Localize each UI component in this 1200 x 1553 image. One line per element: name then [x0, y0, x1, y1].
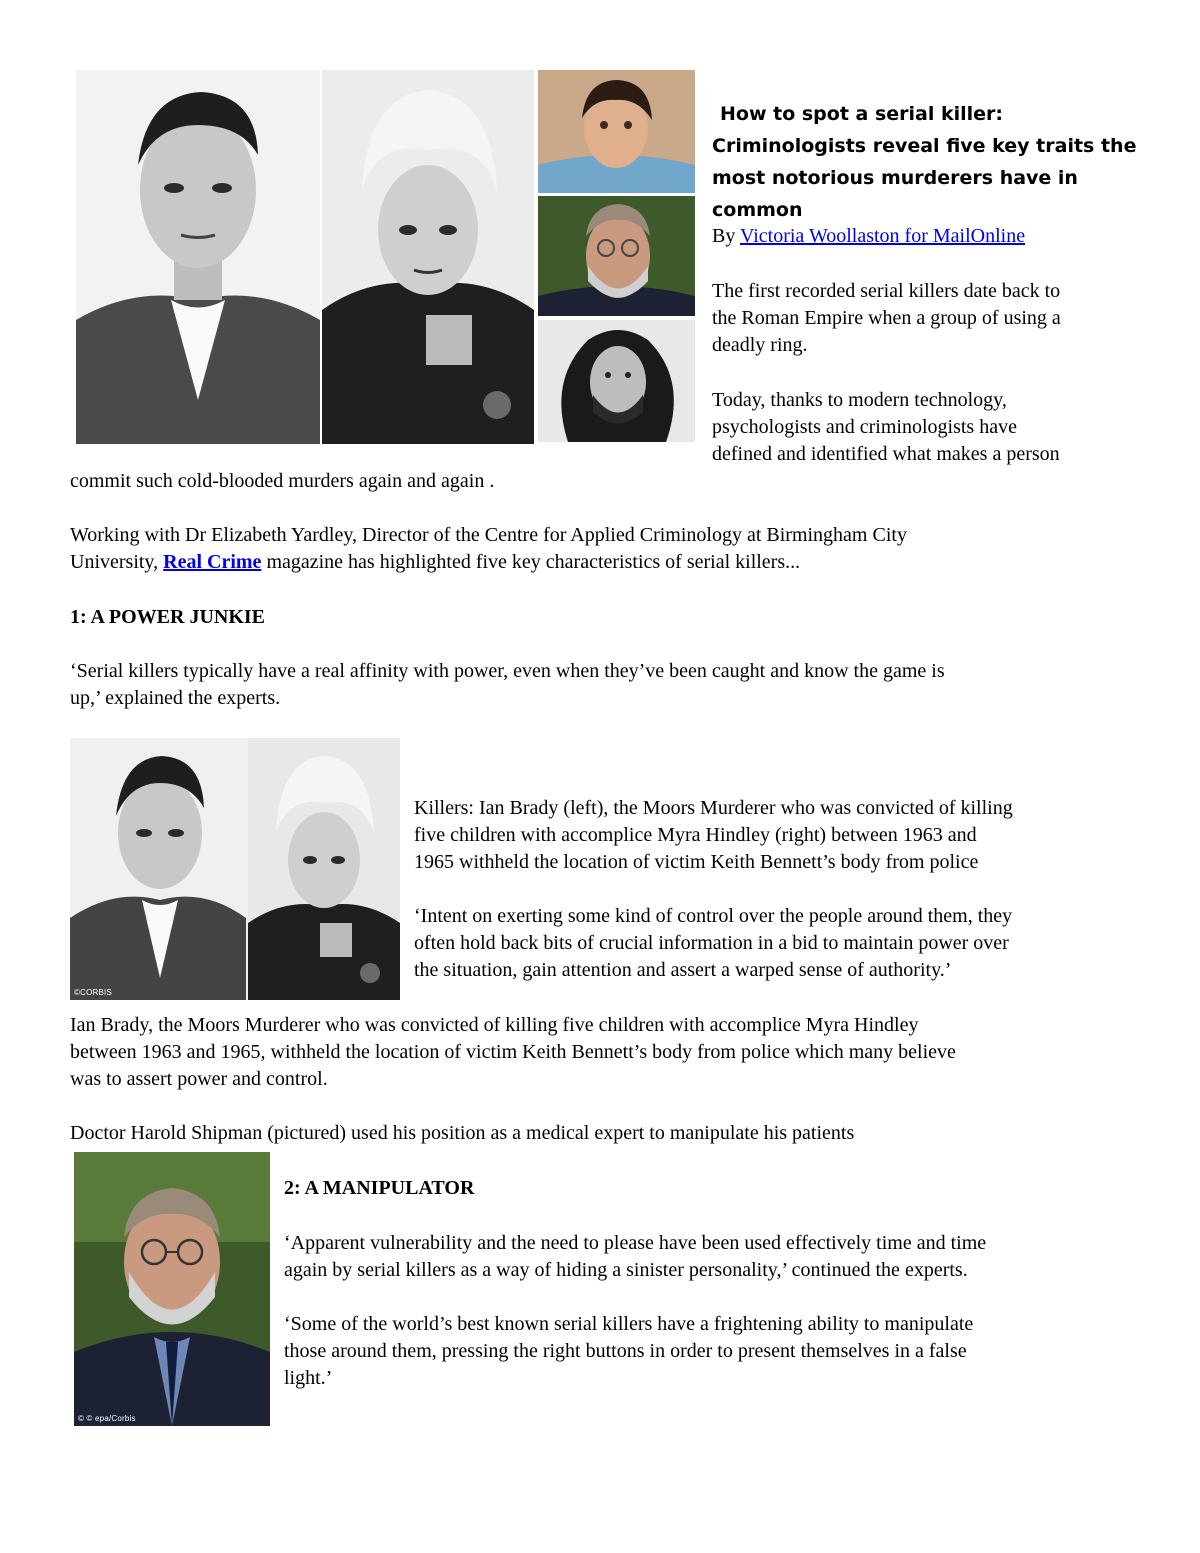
quote-control [414, 903, 1012, 984]
quote-line: often hold back bits of crucial information in a bid to maintain power over [414, 932, 1009, 954]
section2-quote1 [284, 1230, 986, 1284]
caption-brady-hindley [414, 795, 1013, 876]
headline [712, 98, 1152, 226]
caption-line: 1965 withheld the location of victim Keith Bennett’s body from police [414, 851, 979, 873]
caption-line: Killers: Ian Brady (left), the Moors Murderer who was convicted of killing [414, 797, 1013, 819]
quote-line: light.’ [284, 1367, 333, 1389]
photo-watermark: ©CORBIS [74, 988, 112, 997]
quote-line: ‘Intent on exerting some kind of control over the people around them, they [414, 905, 1013, 927]
intro-paragraph-2 [712, 387, 1060, 468]
quote-line: again by serial killers as a way of hiding a sinister personality,’ continued the experts. [284, 1259, 968, 1281]
headline-line: How to spot a serial killer: [720, 103, 1004, 125]
brady-line: between 1963 and 1965, withheld the location of victim Keith Bennett’s body from police which many believe [70, 1041, 956, 1063]
caption-line: five children with accomplice Myra Hindley (right) between 1963 and [414, 824, 977, 846]
photo-harold-shipman-top [538, 196, 695, 316]
photo-watermark: © © epa/Corbis [78, 1414, 136, 1423]
intro-line: deadly ring. [712, 334, 808, 356]
quote-line: those around them, pressing the right buttons in order to present themselves in a false [284, 1340, 967, 1362]
photo-harold-shipman [74, 1152, 270, 1426]
byline [712, 223, 1025, 250]
photo-brady-hindley [70, 738, 400, 1000]
intro-paragraph-2-continued: commit such cold-blooded murders again and again . [70, 470, 495, 492]
byline-author-link[interactable]: Victoria Woollaston for MailOnline [739, 225, 1026, 247]
intro-line: psychologists and criminologists have [712, 416, 1017, 438]
quote-line: ‘Some of the world’s best known serial killers have a frightening ability to manipulate [284, 1313, 974, 1335]
photo-charles-manson [538, 320, 695, 442]
intro-paragraph-1 [712, 278, 1061, 359]
intro-line: defined and identified what makes a person [712, 443, 1060, 465]
real-crime-link[interactable]: Real Crime [163, 551, 262, 573]
section1-title: 1: A POWER JUNKIE [70, 606, 266, 628]
quote-line: the situation, gain attention and assert a warped sense of authority.’ [414, 959, 952, 981]
byline-prefix: By [712, 225, 740, 247]
quote-line: ‘Serial killers typically have a real affinity with power, even when they’ve been caught and know the game is [70, 660, 945, 682]
photo-fred-west [538, 70, 695, 193]
brady-paragraph [70, 1012, 956, 1093]
section2-quote2 [284, 1311, 973, 1392]
intro-line: the Roman Empire when a group of using a [712, 307, 1061, 329]
working-line [70, 549, 907, 576]
headline-line: most notorious murderers have in [712, 167, 1078, 189]
headline-line: Criminologists reveal five key traits the [712, 135, 1137, 157]
brady-line: Ian Brady, the Moors Murderer who was convicted of killing five children with accomplice Myra Hindley [70, 1014, 919, 1036]
quote-line: up,’ explained the experts. [70, 687, 281, 709]
headline-line: common [712, 199, 803, 221]
working-paragraph [70, 522, 907, 576]
photo-ian-brady-top [76, 70, 320, 444]
photo-myra-hindley-top [322, 70, 534, 444]
shipman-caption: Doctor Harold Shipman (pictured) used his position as a medical expert to manipulate his patients [70, 1122, 855, 1144]
working-line2-suffix: magazine has highlighted five key characteristics of serial killers... [261, 551, 801, 573]
section1-quote [70, 658, 945, 712]
intro-line: Today, thanks to modern technology, [712, 389, 1007, 411]
section2-title: 2: A MANIPULATOR [284, 1177, 475, 1199]
quote-line: ‘Apparent vulnerability and the need to please have been used effectively time and time [284, 1232, 987, 1254]
working-line: Working with Dr Elizabeth Yardley, Director of the Centre for Applied Criminology at Birmingham City [70, 524, 907, 546]
intro-line: The first recorded serial killers date back to [712, 280, 1061, 302]
brady-line: was to assert power and control. [70, 1068, 328, 1090]
working-line2-prefix: University, [70, 551, 164, 573]
